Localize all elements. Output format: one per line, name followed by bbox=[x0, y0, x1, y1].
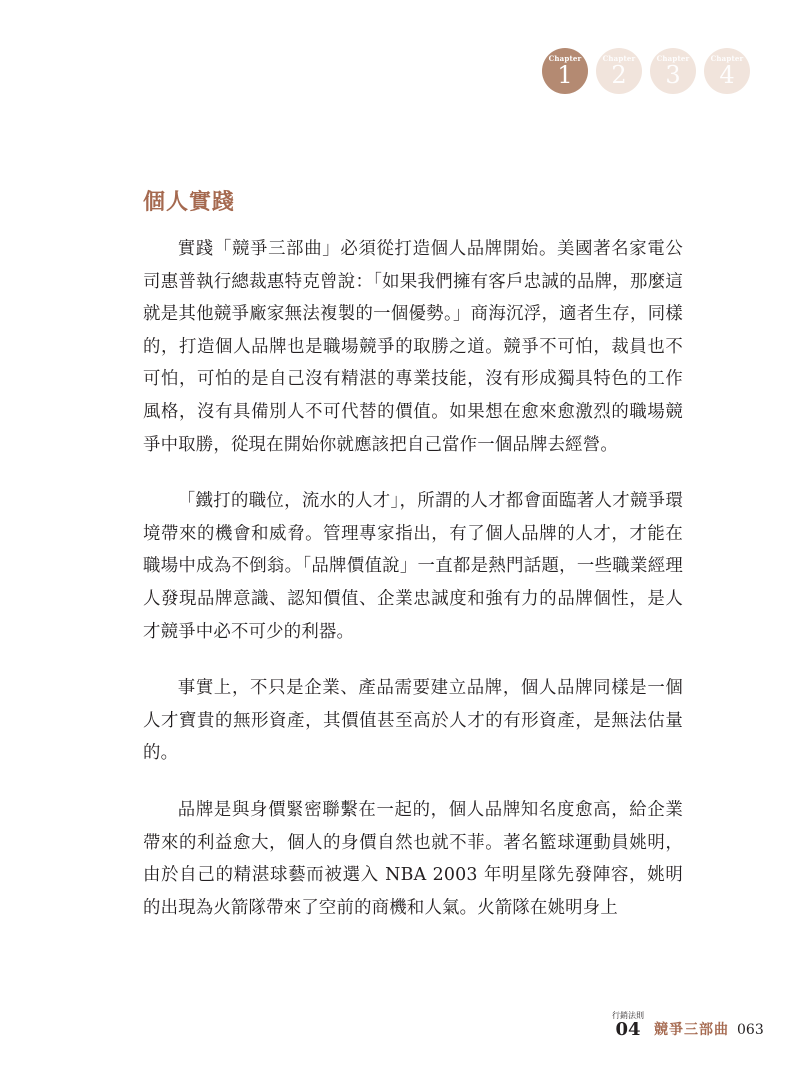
footer-chapter-number: 04 bbox=[615, 1019, 641, 1040]
chapter-3-word: Chapter bbox=[656, 54, 690, 63]
chapter-1-number: 1 bbox=[557, 61, 573, 89]
section-heading: 個人實踐 bbox=[143, 190, 236, 215]
chapter-1-badge bbox=[542, 48, 588, 94]
paragraph-3: 事實上，不只是企業、產品需要建立品牌，個人品牌同樣是一個人才寶貴的無形資產，其價值甚至高於人才的有形資產，是無法估量的。 bbox=[143, 678, 683, 764]
chapter-2-number: 2 bbox=[611, 61, 627, 89]
body-text bbox=[143, 233, 683, 924]
page-number: 063 bbox=[737, 1022, 764, 1038]
footer-book-title: 競爭三部曲 bbox=[654, 1022, 729, 1038]
paragraph-2: 「鐵打的職位，流水的人才」，所謂的人才都會面臨著人才競爭環境帶來的機會和威脅。管理專家指出，有了個人品牌的人才，才能在職場中成為不倒翁。「品牌價值說」一直都是熱門話題，一些職業經理人發現品牌意識、認知價值、企業忠誠度和強有力的品牌個性，是人才競爭中必不可少的利器。 bbox=[143, 491, 683, 642]
chapter-4-word: Chapter bbox=[710, 54, 744, 63]
chapter-2-badge bbox=[596, 48, 642, 94]
page-footer bbox=[612, 1011, 764, 1040]
chapter-3-number: 3 bbox=[665, 61, 681, 89]
footer-chapter bbox=[612, 1011, 644, 1040]
chapter-nav bbox=[542, 48, 750, 94]
paragraph-4: 品牌是與身價緊密聯繫在一起的，個人品牌知名度愈高，給企業帶來的利益愈大，個人的身價自然也就不菲。著名籃球運動員姚明，由於自己的精湛球藝而被選入 NBA 2003 年明星隊先發陣容，姚明的出現為火箭隊帶來了空前的商機和人氣。火箭隊在姚明身上 bbox=[143, 799, 683, 918]
chapter-1-word: Chapter bbox=[548, 54, 582, 63]
paragraph-1: 實踐「競爭三部曲」必須從打造個人品牌開始。美國著名家電公司惠普執行總裁惠特克曾說：「如果我們擁有客戶忠誠的品牌，那麼這就是其他競爭廠家無法複製的一個優勢。」商海沉浮，適者生存，同樣的，打造個人品牌也是職場競爭的取勝之道。競爭不可怕，裁員也不可怕，可怕的是自己沒有精湛的專業技能，沒有形成獨具特色的工作風格，沒有具備別人不可代替的價值。如果想在愈來愈激烈的職場競爭中取勝，從現在開始你就應該把自己當作一個品牌去經營。 bbox=[143, 239, 683, 455]
chapter-4-number: 4 bbox=[719, 61, 735, 89]
chapter-4-badge bbox=[704, 48, 750, 94]
footer-chapter-title: 行銷法則 bbox=[612, 1011, 644, 1020]
chapter-3-badge bbox=[650, 48, 696, 94]
chapter-2-word: Chapter bbox=[602, 54, 636, 63]
